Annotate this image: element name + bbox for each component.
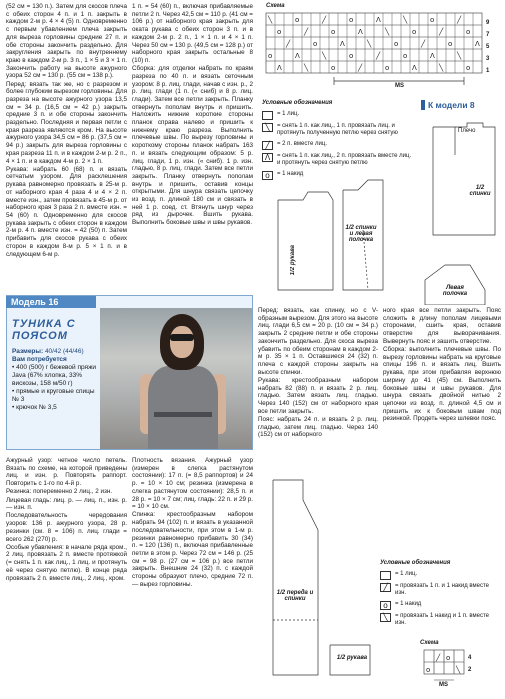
sizes-value: 40/42 (44/46) xyxy=(44,348,84,355)
pattern2-label-sleeve: 1/2 рукава xyxy=(336,655,368,661)
yarn-over-symbol-icon: o xyxy=(380,601,391,610)
text-paragraph: Перед: вязать, как спинку, но с V-образным вырезом. Для этого на высоте лиц. глади 6,5 см = 20 р. (10 см = 34 р.) закрыть 2 средние петли и обе стороны закончить раздельно. Для скоса выреза убавить по обеим сторонам в каждом 2-м р. 35 × 1 п. Оставшиеся 24 (32) п. плеча с каждой стороны закрыть на высоте спинки. xyxy=(258,307,378,376)
schema-ms-label: MS xyxy=(439,682,448,688)
model16-materials: Размеры: 40/42 (44/46) Вам потребуется • 400 (500) г бежевой пряжи Java (67% хлопка, 33% вискозы, 158 м/50 г) • прямые и круговые спицы № 3 • крючок № 3,5 xyxy=(12,348,100,412)
stitch-symbol: o xyxy=(313,40,318,48)
model8-diagram xyxy=(415,115,505,305)
text-paragraph: Пояс: набрать 24 п. и вязать 2 р. лиц. гладью, затем лиц. гладью. Через 140 (152) см от наборного xyxy=(258,415,378,439)
legend-text: = 2 п. вместе лиц. xyxy=(277,140,327,147)
stitch-symbol: ╲ xyxy=(367,40,372,48)
schema-title: Схема xyxy=(266,3,285,9)
model8-marker xyxy=(421,100,425,110)
stitch-symbol: Λ xyxy=(430,52,435,60)
pattern-text-column-1 xyxy=(6,3,127,259)
model8-label-back: 1/2 спинки xyxy=(469,185,491,197)
stitch-symbol: o xyxy=(349,52,354,60)
stitch-symbol: ╲ xyxy=(457,52,462,60)
hook-text: крючок № 3,5 xyxy=(16,404,57,411)
pattern-diagram-1 xyxy=(258,170,408,305)
text-paragraph: (52 см = 130 п.). Затем для скосов плеча с обеих сторон 4 п. и 1 п. закрыть в каждом 2-м р. 4 × 4 (5) п. Одновременно с первым убавлением плеча закрыть для выреза горловины средние 27 п. и обе стороны закончить раздельно. Для закругления закрыть по внутреннему краю в каждом 2-м р. 3 п., 1 × 5 и 3 × 1 п. Закончить работу на высоте ажурного узора 52 см = 130 р. (55 см = 138 р.). xyxy=(6,3,127,80)
pattern-text-column-2 xyxy=(132,3,253,227)
stitch-symbol: Λ xyxy=(295,52,300,60)
stitch-symbol: Λ xyxy=(340,40,345,48)
knit-symbol-icon xyxy=(262,111,273,120)
stitch-symbol: Λ xyxy=(376,16,381,24)
stitch-symbol: o xyxy=(331,28,336,36)
text-paragraph: Особые убавления: в начале ряда кром., 2 лиц. провязать 2 п. вместе протяжкой (= снять 1 п. как лиц., 1 лиц. и протянуть её через снятую петлю). В конце ряда провязать 2 п. вместе лиц., 2 лиц., кром. xyxy=(6,543,127,582)
model8-label-shoulder: Плечо xyxy=(458,128,476,134)
stitch-symbol: ╱ xyxy=(421,40,426,48)
schema-grid xyxy=(420,640,500,695)
yo-purl-together-symbol-icon: ╲ xyxy=(380,613,391,622)
legend-item xyxy=(380,613,500,628)
legend-item xyxy=(380,583,500,598)
svg-text:╲: ╲ xyxy=(456,666,461,674)
pattern2-label-front-back: 1/2 переда и спинки xyxy=(276,590,314,602)
legend-text: = снять 1 п. как лиц., 2 п. провязать вместе лиц. и протянуть через снятую петлю xyxy=(277,152,412,166)
stitch-symbol: ╲ xyxy=(385,28,390,36)
stitch-symbol: ╲ xyxy=(439,64,444,72)
legend-item xyxy=(262,123,412,138)
model-photo xyxy=(100,308,252,449)
sizes-label: Размеры: xyxy=(12,348,44,355)
svg-text:o: o xyxy=(446,654,451,662)
legend-item xyxy=(262,111,412,120)
stitch-symbol: Λ xyxy=(358,28,363,36)
row-number: 7 xyxy=(486,32,490,38)
legend-text: = 1 лиц. xyxy=(395,570,418,577)
stitch-symbol: o xyxy=(403,52,408,60)
photo-belt xyxy=(154,412,212,417)
legend-text: = 1 накид xyxy=(395,600,422,607)
schema-row-numbers xyxy=(468,652,471,676)
text-paragraph: 1 п. = 54 (60) п., включая прибавляемые петли 2 п. Через 42,5 см = 110 р. (41 см = 106 р.) от наборного края закрыть для оката рукава с обеих сторон 3 п. и в каждом 2-м р. 2 п., 1 × 1 п. и 4 × 1 п. Через 50 см = 130 р. (49,5 см = 128 р.) от наборного края закрыть остальные 8 (10) п. xyxy=(132,3,253,64)
row-number: 3 xyxy=(486,56,490,62)
needs-label: Вам потребуется xyxy=(12,356,67,363)
row-number: 4 xyxy=(468,655,472,661)
stitch-symbol: o xyxy=(430,16,435,24)
model8-title: К модели 8 xyxy=(428,100,475,110)
row-number: 5 xyxy=(486,44,490,50)
schema-ms-label: MS xyxy=(395,83,404,89)
purl-together-symbol-icon: ╱ xyxy=(380,583,391,592)
row-number: 1 xyxy=(486,68,490,74)
legend-text: = провязать 1 п. и 1 накид вместе изн. xyxy=(395,582,489,596)
svg-text:o: o xyxy=(426,666,431,674)
yarn-over-symbol-icon: o xyxy=(262,171,273,180)
text-paragraph: Спинка: крестообразным набором набрать 94 (102) п. и вязать в указанной последовательности, при этом в 1-м р. резинки равномерно прибавить 30 (34) п. = 120 (136) п., включая прибавленные петли в этом р. Через 72 см = 146 р. (25 см = 98 р. (27 см = 106 р.) все петли закрыть. Внешние 24 (32) п. с каждой стороны образуют плечо, средние 72 п. — вырез горловины. xyxy=(132,511,253,588)
row-number: 2 xyxy=(468,667,472,673)
text-paragraph: Перед: вязать так же, но с разрезом и более глубоким вырезом горловины. Для разреза на высоте ажурного узора 13,5 см = 34 р. (16,5 см = 42 р.) закрыть средние 3 п. и обе стороны закончить раздельно. Последняя и первая петли с края разреза являются кром. На высоте ажурного узора 34,5 см = 86 р. (37,5 см = 94 р.) закрыть для выреза горловины с края разреза 11 п. и в каждом 2-м р. 2 п., 4 × 1 п. и в каждом 4-м р. 2 × 1 п. xyxy=(6,80,127,165)
k2tog-symbol-icon: ╱ xyxy=(262,141,273,150)
legend-item xyxy=(262,153,412,168)
text-paragraph: Последовательность чередования узоров: 136 р. ажурного узора, 28 р. резинки (см. 8 = 106) п. лиц. глади = всего 262 (270) р. xyxy=(6,512,127,543)
stitch-symbol: ╲ xyxy=(322,52,327,60)
stitch-symbol: Λ xyxy=(475,40,480,48)
photo-tunic xyxy=(148,366,218,449)
stitch-symbol: o xyxy=(466,28,471,36)
yarn-text: 400 (500) г бежевой пряжи Java (67% хлопка, 33% вискозы, 158 м/50 г) xyxy=(12,364,97,387)
schema-title: Схема xyxy=(420,640,439,646)
sk2p-symbol-icon: Λ xyxy=(262,153,273,162)
stitch-symbol: ╱ xyxy=(457,16,462,24)
legend-title: Условные обозначения xyxy=(262,100,333,106)
legend-item xyxy=(262,141,412,150)
row-number: 9 xyxy=(486,20,490,26)
pattern1-label-back: 1/2 спинки и левая полочка xyxy=(345,225,377,243)
legend-text: = 1 накид xyxy=(277,170,304,177)
stitch-symbol: ╱ xyxy=(286,40,291,48)
stitch-symbol: o xyxy=(295,16,300,24)
legend-text: = провязать 1 накид и 1 п. вместе изн. xyxy=(395,612,489,626)
photo-sunglasses xyxy=(170,334,194,341)
legend-title: Условные обозначения xyxy=(380,560,451,566)
stitch-symbol: ╲ xyxy=(268,16,273,24)
stitch-symbol: ╱ xyxy=(358,64,363,72)
text-paragraph: Сборка: выполнить плечевые швы. По вырезу горловины набрать на круговые спицы 196 п. и вязать лиц. Вшить рукава, при этом прибавляя верхнюю ширину до 41 (45) см. Выполнить боковые швы и швы рукавов. Для шнура связать двойной нитью 2 цепочки из возд. п. длиной 4,5 см и пришить их к боковым швам под резинкой. Продеть через шлевки пояс. xyxy=(383,346,501,423)
pattern-text-column-6 xyxy=(132,457,253,589)
legend-bottom xyxy=(380,560,500,631)
stitch-symbol: o xyxy=(277,28,282,36)
stitch-symbol: Λ xyxy=(412,64,417,72)
knit-symbol-icon xyxy=(380,571,391,580)
pattern-text-column-3 xyxy=(258,307,378,439)
tunic-title: ТУНИКА С ПОЯСОМ xyxy=(12,318,76,342)
stitch-symbol: ╱ xyxy=(439,28,444,36)
pattern-text-column-5 xyxy=(6,457,127,583)
text-paragraph: Рукава: крестообразным набором набрать 82 (88) п. и вязать 2 р. лиц. гладью. Затем вязать лиц. гладью. Через 140 (152) см от наборного края все петли закрыть. xyxy=(258,376,378,415)
stitch-schema-bottom xyxy=(420,640,500,695)
text-paragraph: Сборка: для отделки набрать по краям разреза по 40 п. и вязать сеточным узором: 8 р. лиц. глади, начав с изн. р., 2 р. лиц. глади (1 п. (« сниб) и 8 р. лиц. глади). Затем все петли закрыть. Планку отвернуть пополам внутрь и пришить. Наложить нижние короткие стороны планок справа налево и пришить к нижнему краю разреза. Выполнить плечевые швы. По вырезу горловины и короткому стороны планок набрать 163 п. и вязать следующим образом: 5 р. лиц. глади, 1 р. изн. (« сниб). 1 р. изн. гладью, 8 р. лиц. глади. Затем все петли закрыть. Планку отвернуть пополам внутрь и пришить, оставив концы открытыми. Для шнура связать цепочку из возд. п. длиной 180 см и связать в ней 1 р. соед. ст. Втянуть шнур через ряд из дырочек. Вшить рукава. Выполнить боковые швы и швы рукавов. xyxy=(132,65,253,227)
stitch-symbol: o xyxy=(349,16,354,24)
stitch-symbol: o xyxy=(448,40,453,48)
schema-grid xyxy=(258,3,502,93)
stitch-symbol: o xyxy=(385,64,390,72)
text-paragraph: Лицевая гладь: лиц. р. — лиц. п., изн. р. — изн. п. xyxy=(6,496,127,512)
stitch-symbol: o xyxy=(412,28,417,36)
ssk-symbol-icon: ╲ xyxy=(262,123,273,132)
model8-label-left-front: Левая полочка xyxy=(442,285,468,297)
svg-text:╱: ╱ xyxy=(436,654,441,662)
legend-item xyxy=(380,571,500,580)
model16-title: Модель 16 xyxy=(6,296,96,308)
legend-item xyxy=(380,601,500,610)
text-paragraph: Рукава: набрать 60 (68) п. и вязать сетчатым узором. Для расклешения рукава равномерно провязать в 25-м р. от наборного края 4 раза 4 и 4 × 2 п. вместе изн., затем провязать в 45-м р. от наборного края 3 раза 2 п. вместе изн. = 54 (60) п. Одновременно для скосов рукава закрыть с обеих сторон в каждом 2-м р. 4 п. вместе изн. = 42 (50) п. Затем прибавить для скосов рукава с обеих сторон в каждом 8-м р. 5 × 1 п. и в следующем 6-м р. xyxy=(6,165,127,258)
text-paragraph: Резинка: попеременно 2 лиц., 2 изн. xyxy=(6,488,113,496)
photo-face xyxy=(170,326,194,358)
stitch-symbol: ╲ xyxy=(304,64,309,72)
stitch-symbol: Λ xyxy=(277,64,282,72)
text-paragraph: ного края все петли закрыть. Пояс сложить в длину пополам лицевыми сторонами, сшить края, оставив отверстие для выворачивания. Вывернуть пояс и зашить отверстие. xyxy=(383,307,501,345)
stitch-symbol: o xyxy=(466,64,471,72)
pattern1-label-sleeve: 1/2 рукава xyxy=(290,245,296,276)
stitch-symbol: ╱ xyxy=(376,52,381,60)
legend-text: = снять 1 п. как лиц., 1 п. провязать лиц. и протянуть полученную петлю через снятую xyxy=(277,122,398,136)
pattern-text-column-4 xyxy=(383,307,501,424)
text-paragraph: Плотность вязания. Ажурный узор (измерен в слегка растянутом состоянии): 17 п. (= 8,5 раппортов) и 24 р. = 10 × 10 см; резинка (измерена в слегка растянутом состоянии): 28,5 п. и 28 р. = 10 × 7 см; лиц. гладь: 22 п. и 29 р. = 10 × 10 см. xyxy=(132,457,253,511)
legend-text: = 1 лиц. xyxy=(277,110,300,117)
stitch-symbol: o xyxy=(331,64,336,72)
stitch-symbol: ╱ xyxy=(304,28,309,36)
stitch-symbol: o xyxy=(268,52,273,60)
stitch-symbol: o xyxy=(394,40,399,48)
stitch-symbol: ╲ xyxy=(403,16,408,24)
schema-row-numbers xyxy=(486,17,489,77)
text-paragraph: Ажурный узор: четное число петель. Вязать по схеме, на которой приведены лиц. и изн. р. Повторять раппорт. Повторить с 1-го по 4-й р. xyxy=(6,457,127,488)
stitch-symbol: ╱ xyxy=(322,16,327,24)
stitch-schema-top xyxy=(258,3,502,93)
needles-text: прямые и круговые спицы № 3 xyxy=(12,388,95,403)
